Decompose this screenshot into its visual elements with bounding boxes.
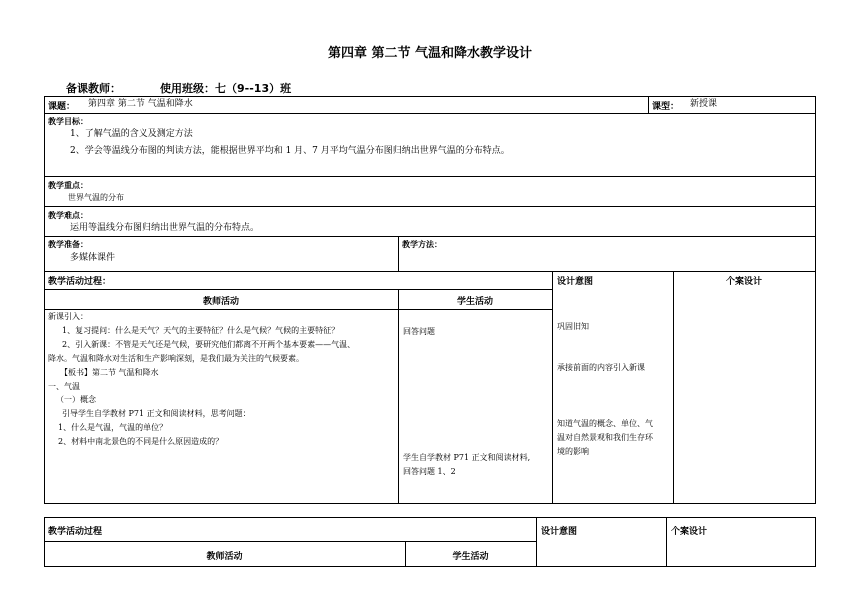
lesson-type-label: 课型：: [652, 102, 680, 112]
teacher-line-6: 一、气温: [48, 382, 80, 391]
student-activity-header: 学生活动: [456, 297, 493, 307]
design-intent-2: 承接前面的内容引入新课: [557, 363, 645, 372]
process-label: 教学活动过程：: [48, 277, 112, 287]
page2-teacher-header: 教师活动: [206, 552, 243, 562]
goal-item-2: 2、学会等温线分布图的判读方法，能根据世界平均和 1 月、7 月平均气温分布图归纳出世界气温的分布特点。: [70, 146, 510, 156]
design-intent-3a: 知道气温的概念、单位、气: [557, 419, 653, 428]
teacher-label: 备课教师：: [66, 82, 121, 95]
design-intent-1: 巩固旧知: [557, 322, 589, 331]
method-label: 教学方法：: [402, 240, 442, 249]
key-point-value: 世界气温的分布: [68, 193, 124, 202]
topic-value: 第四章 第二节 气温和降水: [88, 99, 193, 109]
page2-process-label: 教学活动过程: [48, 527, 103, 537]
teacher-line-8: 引导学生自学教材 P71 正文和阅读材料，思考问题：: [62, 409, 251, 418]
prep-value: 多媒体课件: [70, 253, 116, 263]
page2-design-header: 设计意图: [541, 527, 578, 537]
class-label: 使用班级：七（9--13）班: [160, 82, 292, 95]
teacher-line-4: 降水。气温和降水对生活和生产影响深刻，是我们最为关注的气候要素。: [48, 354, 304, 363]
design-intent-header: 设计意图: [557, 277, 594, 287]
design-intent-3c: 境的影响: [557, 447, 589, 456]
prep-label: 教学准备：: [48, 240, 88, 249]
teacher-line-3: 2、引入新课：不管是天气还是气候，要研究他们都离不开两个基本要素——气温、: [62, 340, 356, 349]
lesson-type-value: 新授课: [690, 99, 718, 109]
student-selfstudy-2: 回答问题 1、2: [403, 467, 456, 476]
key-point-label: 教学重点：: [48, 181, 88, 190]
teacher-activity-header: 教师活动: [202, 297, 239, 307]
teacher-line-10: 2、材料中南北景色的不同是什么原因造成的？: [58, 437, 224, 446]
case-design-header: 个案设计: [725, 277, 762, 287]
goals-label: 教学目标：: [48, 117, 88, 126]
difficulty-label: 教学难点：: [48, 211, 88, 220]
design-intent-3b: 温对自然景观和我们生存环: [557, 433, 653, 442]
student-answer: 回答问题: [403, 327, 435, 336]
teacher-line-5: 【板书】第二节 气温和降水: [60, 368, 159, 377]
page2-student-header: 学生活动: [452, 552, 489, 562]
teacher-line-9: 1、什么是气温，气温的单位？: [58, 423, 168, 432]
student-selfstudy-1: 学生自学教材 P71 正文和阅读材料,: [403, 453, 531, 462]
document-title: 第四章 第二节 气温和降水教学设计: [327, 46, 533, 61]
teacher-line-2: 1、复习提问：什么是天气？天气的主要特征？什么是气候？气候的主要特征？: [62, 326, 340, 335]
teacher-line-1: 新课引入：: [48, 312, 88, 321]
page2-case-header: 个案设计: [671, 527, 708, 537]
difficulty-value: 运用等温线分布图归纳出世界气温的分布特点。: [70, 223, 260, 233]
topic-label: 课题：: [48, 102, 76, 112]
teacher-line-7: （一）概念: [56, 395, 96, 404]
goal-item-1: 1、了解气温的含义及测定方法: [70, 129, 193, 139]
